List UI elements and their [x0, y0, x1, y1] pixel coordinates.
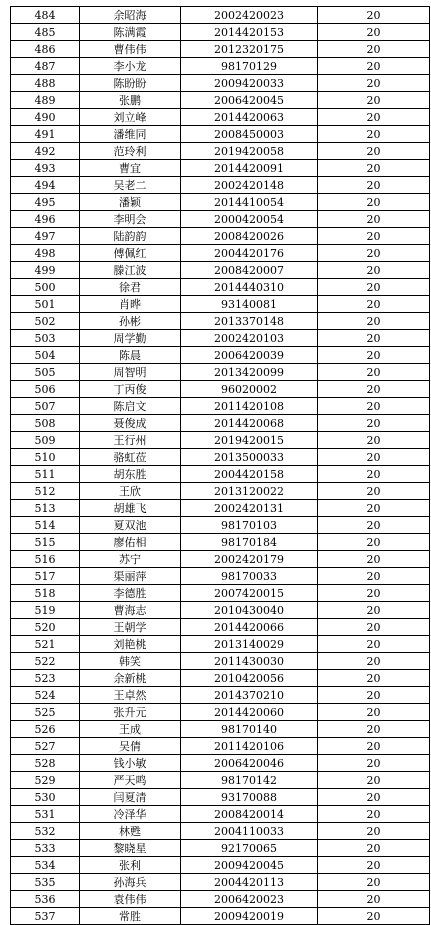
id-number-cell: 2011430030 [181, 653, 318, 670]
row-number-cell: 500 [11, 279, 80, 296]
id-number-cell: 2014420063 [181, 109, 318, 126]
row-number-cell: 523 [11, 670, 80, 687]
value-cell: 20 [318, 296, 430, 313]
value-cell: 20 [318, 262, 430, 279]
table-row [11, 908, 430, 925]
id-number-cell: 2010430040 [181, 602, 318, 619]
table-row [11, 449, 430, 466]
table-row [11, 840, 430, 857]
name-cell: 刘艳桃 [80, 636, 181, 653]
value-cell: 20 [318, 347, 430, 364]
table-row [11, 772, 430, 789]
table-row [11, 738, 430, 755]
table-row [11, 483, 430, 500]
value-cell: 20 [318, 619, 430, 636]
name-cell: 潘维同 [80, 126, 181, 143]
table-row [11, 364, 430, 381]
name-cell: 常胜 [80, 908, 181, 925]
value-cell: 20 [318, 75, 430, 92]
row-number-cell: 487 [11, 58, 80, 75]
id-number-cell: 2004420113 [181, 874, 318, 891]
name-cell: 张鹏 [80, 92, 181, 109]
name-cell: 王成 [80, 721, 181, 738]
id-number-cell: 2004420158 [181, 466, 318, 483]
id-number-cell: 2002420179 [181, 551, 318, 568]
table-row [11, 823, 430, 840]
id-number-cell: 98170140 [181, 721, 318, 738]
table-row [11, 874, 430, 891]
value-cell: 20 [318, 415, 430, 432]
row-number-cell: 504 [11, 347, 80, 364]
id-number-cell: 2002420023 [181, 7, 318, 24]
id-number-cell: 2014420060 [181, 704, 318, 721]
table-row [11, 58, 430, 75]
row-number-cell: 535 [11, 874, 80, 891]
row-number-cell: 506 [11, 381, 80, 398]
row-number-cell: 508 [11, 415, 80, 432]
table-row [11, 415, 430, 432]
value-cell: 20 [318, 602, 430, 619]
value-cell: 20 [318, 857, 430, 874]
name-cell: 曹伟伟 [80, 41, 181, 58]
value-cell: 20 [318, 908, 430, 925]
name-cell: 孙彬 [80, 313, 181, 330]
name-cell: 钱小敏 [80, 755, 181, 772]
row-number-cell: 489 [11, 92, 80, 109]
name-cell: 孙海兵 [80, 874, 181, 891]
value-cell: 20 [318, 840, 430, 857]
roster-table-body [11, 7, 430, 925]
row-number-cell: 495 [11, 194, 80, 211]
value-cell: 20 [318, 568, 430, 585]
value-cell: 20 [318, 891, 430, 908]
name-cell: 李德胜 [80, 585, 181, 602]
value-cell: 20 [318, 466, 430, 483]
value-cell: 20 [318, 483, 430, 500]
name-cell: 张升元 [80, 704, 181, 721]
name-cell: 严天鸣 [80, 772, 181, 789]
id-number-cell: 2019420058 [181, 143, 318, 160]
row-number-cell: 485 [11, 24, 80, 41]
table-row [11, 619, 430, 636]
name-cell: 王欣 [80, 483, 181, 500]
id-number-cell: 2008420026 [181, 228, 318, 245]
row-number-cell: 510 [11, 449, 80, 466]
value-cell: 20 [318, 585, 430, 602]
name-cell: 傅佩红 [80, 245, 181, 262]
row-number-cell: 521 [11, 636, 80, 653]
id-number-cell: 2002420131 [181, 500, 318, 517]
table-row [11, 500, 430, 517]
row-number-cell: 522 [11, 653, 80, 670]
id-number-cell: 2008420007 [181, 262, 318, 279]
name-cell: 丁丙俊 [80, 381, 181, 398]
table-row [11, 24, 430, 41]
id-number-cell: 93170088 [181, 789, 318, 806]
row-number-cell: 513 [11, 500, 80, 517]
value-cell: 20 [318, 211, 430, 228]
table-row [11, 721, 430, 738]
name-cell: 陈满霞 [80, 24, 181, 41]
row-number-cell: 507 [11, 398, 80, 415]
value-cell: 20 [318, 7, 430, 24]
table-row [11, 568, 430, 585]
value-cell: 20 [318, 143, 430, 160]
table-row [11, 330, 430, 347]
row-number-cell: 520 [11, 619, 80, 636]
id-number-cell: 98170142 [181, 772, 318, 789]
row-number-cell: 505 [11, 364, 80, 381]
id-number-cell: 2006420039 [181, 347, 318, 364]
table-row [11, 466, 430, 483]
table-row [11, 41, 430, 58]
name-cell: 张利 [80, 857, 181, 874]
name-cell: 骆虹莅 [80, 449, 181, 466]
name-cell: 陈启文 [80, 398, 181, 415]
name-cell: 渠丽萍 [80, 568, 181, 585]
row-number-cell: 486 [11, 41, 80, 58]
row-number-cell: 503 [11, 330, 80, 347]
id-number-cell: 2011420106 [181, 738, 318, 755]
value-cell: 20 [318, 228, 430, 245]
name-cell: 聂俊成 [80, 415, 181, 432]
table-row [11, 653, 430, 670]
name-cell: 吴倩 [80, 738, 181, 755]
id-number-cell: 2009420019 [181, 908, 318, 925]
table-row [11, 398, 430, 415]
name-cell: 廖佑相 [80, 534, 181, 551]
name-cell: 袁伟伟 [80, 891, 181, 908]
table-row [11, 755, 430, 772]
table-row [11, 143, 430, 160]
value-cell: 20 [318, 823, 430, 840]
id-number-cell: 2009420033 [181, 75, 318, 92]
value-cell: 20 [318, 92, 430, 109]
row-number-cell: 515 [11, 534, 80, 551]
row-number-cell: 531 [11, 806, 80, 823]
name-cell: 潘颖 [80, 194, 181, 211]
name-cell: 余昭海 [80, 7, 181, 24]
table-row [11, 857, 430, 874]
name-cell: 周智明 [80, 364, 181, 381]
value-cell: 20 [318, 194, 430, 211]
id-number-cell: 2009420045 [181, 857, 318, 874]
name-cell: 王朝学 [80, 619, 181, 636]
value-cell: 20 [318, 704, 430, 721]
table-row [11, 687, 430, 704]
table-row [11, 194, 430, 211]
name-cell: 苏宁 [80, 551, 181, 568]
value-cell: 20 [318, 874, 430, 891]
name-cell: 夏双池 [80, 517, 181, 534]
id-number-cell: 2004420176 [181, 245, 318, 262]
row-number-cell: 514 [11, 517, 80, 534]
id-number-cell: 2014410054 [181, 194, 318, 211]
name-cell: 陈晨 [80, 347, 181, 364]
row-number-cell: 491 [11, 126, 80, 143]
id-number-cell: 2012320175 [181, 41, 318, 58]
table-row [11, 670, 430, 687]
row-number-cell: 488 [11, 75, 80, 92]
name-cell: 闫夏清 [80, 789, 181, 806]
value-cell: 20 [318, 653, 430, 670]
row-number-cell: 519 [11, 602, 80, 619]
table-row [11, 551, 430, 568]
id-number-cell: 2013120022 [181, 483, 318, 500]
name-cell: 曹宜 [80, 160, 181, 177]
table-row [11, 534, 430, 551]
row-number-cell: 496 [11, 211, 80, 228]
value-cell: 20 [318, 789, 430, 806]
row-number-cell: 525 [11, 704, 80, 721]
row-number-cell: 492 [11, 143, 80, 160]
value-cell: 20 [318, 806, 430, 823]
id-number-cell: 2007420015 [181, 585, 318, 602]
name-cell: 黎晓星 [80, 840, 181, 857]
id-number-cell: 2000420054 [181, 211, 318, 228]
row-number-cell: 518 [11, 585, 80, 602]
id-number-cell: 2004110033 [181, 823, 318, 840]
row-number-cell: 529 [11, 772, 80, 789]
value-cell: 20 [318, 738, 430, 755]
id-number-cell: 2013500033 [181, 449, 318, 466]
value-cell: 20 [318, 432, 430, 449]
value-cell: 20 [318, 330, 430, 347]
value-cell: 20 [318, 126, 430, 143]
row-number-cell: 526 [11, 721, 80, 738]
row-number-cell: 537 [11, 908, 80, 925]
id-number-cell: 2013140029 [181, 636, 318, 653]
name-cell: 陆韵韵 [80, 228, 181, 245]
id-number-cell: 2006420046 [181, 755, 318, 772]
id-number-cell: 2011420108 [181, 398, 318, 415]
id-number-cell: 2002420103 [181, 330, 318, 347]
table-row [11, 806, 430, 823]
value-cell: 20 [318, 721, 430, 738]
name-cell: 徐君 [80, 279, 181, 296]
table-row [11, 636, 430, 653]
value-cell: 20 [318, 772, 430, 789]
name-cell: 刘立峰 [80, 109, 181, 126]
value-cell: 20 [318, 24, 430, 41]
id-number-cell: 93140081 [181, 296, 318, 313]
value-cell: 20 [318, 670, 430, 687]
name-cell: 冷泽华 [80, 806, 181, 823]
id-number-cell: 98170103 [181, 517, 318, 534]
row-number-cell: 484 [11, 7, 80, 24]
row-number-cell: 497 [11, 228, 80, 245]
row-number-cell: 501 [11, 296, 80, 313]
table-row [11, 262, 430, 279]
value-cell: 20 [318, 381, 430, 398]
row-number-cell: 502 [11, 313, 80, 330]
name-cell: 余新桃 [80, 670, 181, 687]
value-cell: 20 [318, 245, 430, 262]
row-number-cell: 516 [11, 551, 80, 568]
row-number-cell: 490 [11, 109, 80, 126]
id-number-cell: 2014370210 [181, 687, 318, 704]
value-cell: 20 [318, 534, 430, 551]
row-number-cell: 494 [11, 177, 80, 194]
name-cell: 李小龙 [80, 58, 181, 75]
value-cell: 20 [318, 313, 430, 330]
table-row [11, 245, 430, 262]
row-number-cell: 530 [11, 789, 80, 806]
table-row [11, 517, 430, 534]
name-cell: 吴老二 [80, 177, 181, 194]
table-row [11, 75, 430, 92]
row-number-cell: 536 [11, 891, 80, 908]
name-cell: 滕江波 [80, 262, 181, 279]
table-row [11, 228, 430, 245]
value-cell: 20 [318, 517, 430, 534]
id-number-cell: 2006420045 [181, 92, 318, 109]
name-cell: 肖晔 [80, 296, 181, 313]
name-cell: 韩笑 [80, 653, 181, 670]
value-cell: 20 [318, 177, 430, 194]
name-cell: 范玲利 [80, 143, 181, 160]
roster-table [10, 6, 430, 925]
id-number-cell: 2014440310 [181, 279, 318, 296]
table-row [11, 296, 430, 313]
value-cell: 20 [318, 279, 430, 296]
table-row [11, 126, 430, 143]
id-number-cell: 96020002 [181, 381, 318, 398]
id-number-cell: 2013370148 [181, 313, 318, 330]
table-row [11, 313, 430, 330]
table-row [11, 432, 430, 449]
name-cell: 曹海志 [80, 602, 181, 619]
table-row [11, 211, 430, 228]
table-row [11, 279, 430, 296]
row-number-cell: 509 [11, 432, 80, 449]
row-number-cell: 528 [11, 755, 80, 772]
id-number-cell: 2014420091 [181, 160, 318, 177]
id-number-cell: 98170184 [181, 534, 318, 551]
table-row [11, 602, 430, 619]
table-row [11, 92, 430, 109]
id-number-cell: 2010420056 [181, 670, 318, 687]
row-number-cell: 498 [11, 245, 80, 262]
row-number-cell: 527 [11, 738, 80, 755]
row-number-cell: 533 [11, 840, 80, 857]
id-number-cell: 2006420023 [181, 891, 318, 908]
table-row [11, 891, 430, 908]
row-number-cell: 499 [11, 262, 80, 279]
id-number-cell: 2014420066 [181, 619, 318, 636]
value-cell: 20 [318, 551, 430, 568]
id-number-cell: 98170129 [181, 58, 318, 75]
table-row [11, 381, 430, 398]
value-cell: 20 [318, 755, 430, 772]
row-number-cell: 511 [11, 466, 80, 483]
name-cell: 李明会 [80, 211, 181, 228]
row-number-cell: 493 [11, 160, 80, 177]
name-cell: 胡雄飞 [80, 500, 181, 517]
table-row [11, 789, 430, 806]
table-row [11, 109, 430, 126]
name-cell: 胡东胜 [80, 466, 181, 483]
id-number-cell: 2014420153 [181, 24, 318, 41]
id-number-cell: 2013420099 [181, 364, 318, 381]
id-number-cell: 92170065 [181, 840, 318, 857]
table-row [11, 585, 430, 602]
value-cell: 20 [318, 41, 430, 58]
name-cell: 林甦 [80, 823, 181, 840]
row-number-cell: 532 [11, 823, 80, 840]
table-row [11, 347, 430, 364]
value-cell: 20 [318, 58, 430, 75]
value-cell: 20 [318, 449, 430, 466]
table-row [11, 160, 430, 177]
id-number-cell: 2002420148 [181, 177, 318, 194]
name-cell: 王卓然 [80, 687, 181, 704]
id-number-cell: 2008450003 [181, 126, 318, 143]
id-number-cell: 2008420014 [181, 806, 318, 823]
row-number-cell: 534 [11, 857, 80, 874]
value-cell: 20 [318, 687, 430, 704]
value-cell: 20 [318, 636, 430, 653]
value-cell: 20 [318, 398, 430, 415]
table-row [11, 177, 430, 194]
table-row [11, 704, 430, 721]
value-cell: 20 [318, 160, 430, 177]
table-row [11, 7, 430, 24]
name-cell: 陈盼盼 [80, 75, 181, 92]
id-number-cell: 2014420068 [181, 415, 318, 432]
id-number-cell: 2019420015 [181, 432, 318, 449]
name-cell: 周学勤 [80, 330, 181, 347]
value-cell: 20 [318, 500, 430, 517]
row-number-cell: 512 [11, 483, 80, 500]
name-cell: 王行州 [80, 432, 181, 449]
value-cell: 20 [318, 109, 430, 126]
row-number-cell: 517 [11, 568, 80, 585]
id-number-cell: 98170033 [181, 568, 318, 585]
value-cell: 20 [318, 364, 430, 381]
row-number-cell: 524 [11, 687, 80, 704]
